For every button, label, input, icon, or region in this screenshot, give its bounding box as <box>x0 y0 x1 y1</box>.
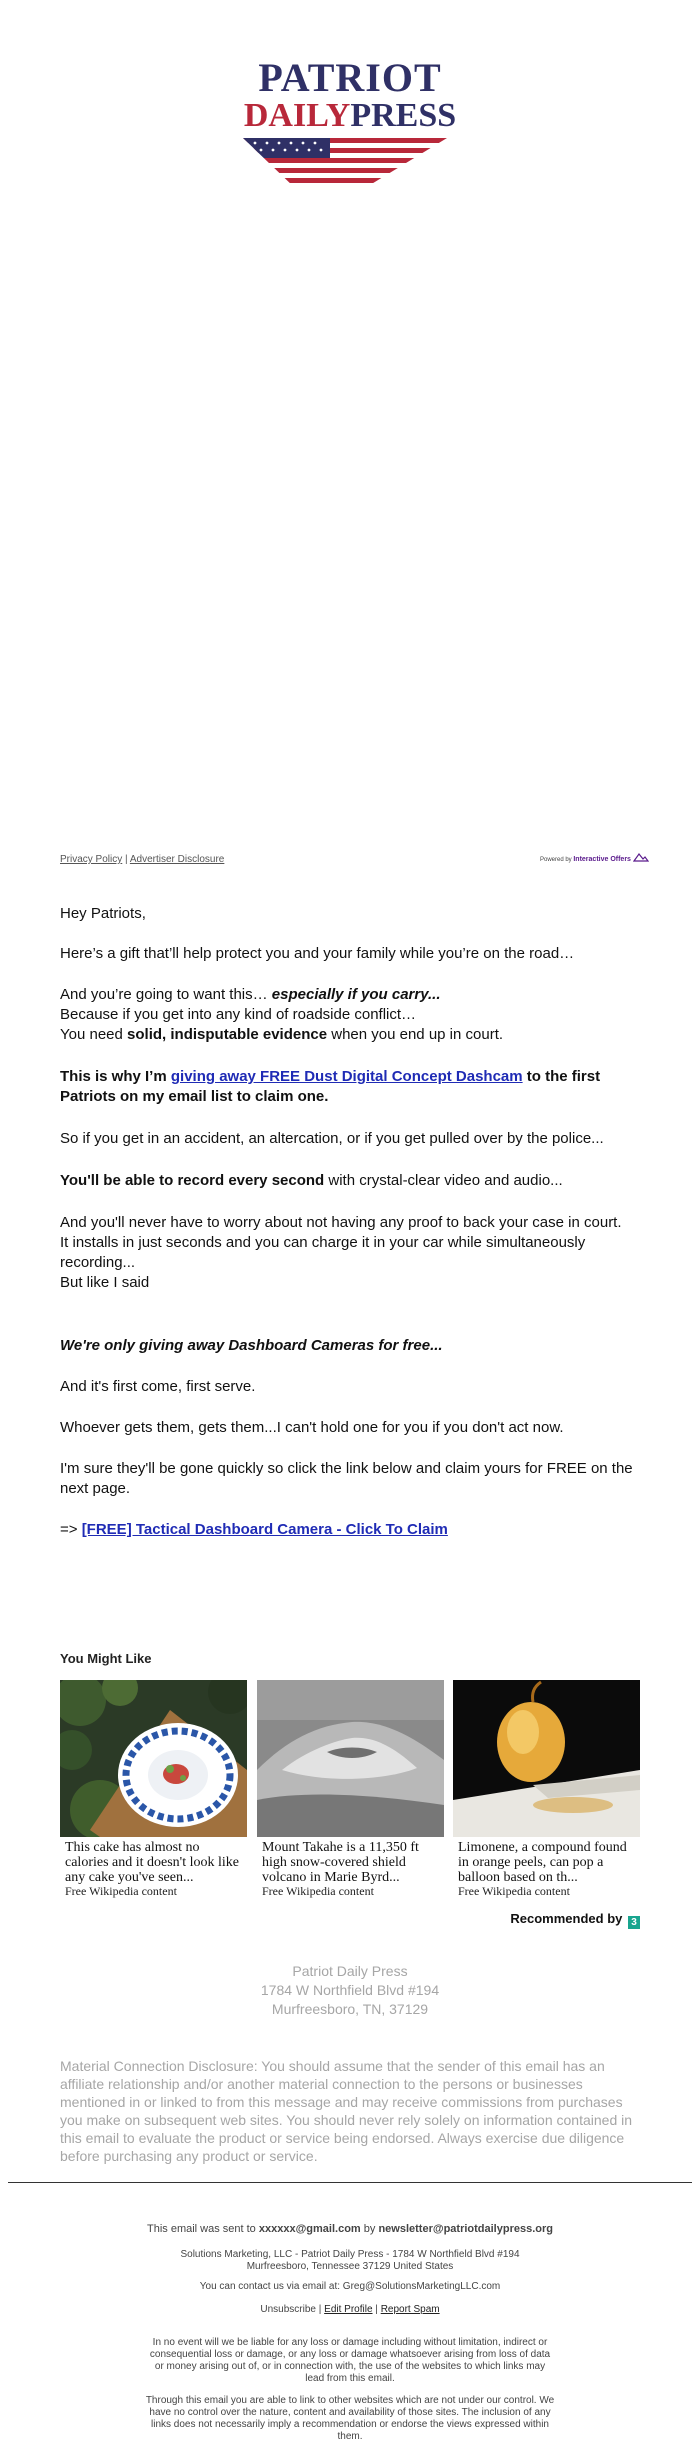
end-up-in-court-text: when you end up in court. <box>327 1026 504 1043</box>
you-might-like-heading: You Might Like <box>60 1651 152 1666</box>
logo-line-daily-press <box>225 96 475 136</box>
logo-line-patriot: PATRIOT <box>258 55 442 100</box>
want-this-text: And you’re going to want this… <box>60 986 272 1003</box>
recommended-by[interactable] <box>510 1911 640 1929</box>
recommendation-card-volcano[interactable] <box>257 1680 444 1899</box>
greeting: Hey Patriots, <box>60 905 146 922</box>
limonene-image <box>453 1680 640 1837</box>
external-links-notice: Through this email you are able to link to other websites which are not under our control. We have no control over the nature, content and availability of those sites. The inclusion of any links does not necessarily imply a recommendation or endorse the views expressed within them. <box>145 2395 555 2442</box>
card-source: Free Wikipedia content <box>65 1884 177 1898</box>
free-dashcam-link[interactable]: giving away FREE Dust Digital Concept Dashcam <box>170 1068 523 1085</box>
paragraph-proof <box>60 1213 645 1293</box>
paragraph-gift: Here’s a gift that’ll help protect you and your family while you’re on the road… <box>60 945 575 962</box>
company-address <box>0 2249 700 2273</box>
paragraph-act-now: Whoever gets them, gets them...I can't hold one for you if you don't act now. <box>60 1419 564 1436</box>
paragraph-giving-away <box>60 1067 645 1107</box>
advertiser-disclosure-link[interactable]: Advertiser Disclosure <box>129 854 225 865</box>
you-need-text: You need <box>60 1026 128 1043</box>
contact-line: You can contact us via email at: Greg@SolutionsMarketingLLC.com <box>199 2281 501 2292</box>
flag-swoosh-icon <box>235 136 465 190</box>
sent-to-text: This email was sent to <box>146 2223 259 2235</box>
cta-arrow: => <box>60 1521 82 1538</box>
address-line1: 1784 W Northfield Blvd #194 <box>260 1982 440 1998</box>
solid-evidence-text: solid, indisputable evidence <box>127 1026 328 1043</box>
crystal-clear-text: with crystal-clear video and audio... <box>324 1172 563 1189</box>
logo-daily: DAILY <box>243 97 351 134</box>
postal-address <box>0 1962 700 2019</box>
logo-press: PRESS <box>350 97 457 134</box>
footer-actions <box>0 2304 700 2316</box>
edit-profile-link[interactable]: Edit Profile <box>324 2304 373 2315</box>
paragraph-first-come: And it's first come, first serve. <box>60 1378 256 1395</box>
paragraph-accident: So if you get in an accident, an altercation, or if you get pulled over by the police... <box>60 1130 604 1147</box>
claim-camera-link[interactable]: [FREE] Tactical Dashboard Camera - Click To Claim <box>81 1521 448 1538</box>
card-title: Mount Takahe is a 11,350 ft high snow-covered shield volcano in Marie Byrd... <box>262 1840 419 1885</box>
footer-separator: | <box>318 2304 322 2315</box>
giving-away-intro: This is why I’m <box>60 1068 171 1085</box>
interactive-offers-brand: Interactive Offers <box>573 856 631 863</box>
paragraph-claim-yours: I'm sure they'll be gone quickly so click the link below and claim yours for FREE on the next page. <box>60 1460 633 1497</box>
privacy-policy-link[interactable]: Privacy Policy <box>60 854 123 865</box>
especially-if-you-carry: especially if you carry... <box>271 986 441 1003</box>
card-title: This cake has almost no calories and it doesn't look like any cake you've seen... <box>65 1840 239 1885</box>
outbrain-badge-icon: 3 <box>628 1916 640 1929</box>
cta-line <box>60 1520 645 1540</box>
address-name: Patriot Daily Press <box>292 1963 408 1979</box>
recommendation-card-limonene[interactable] <box>453 1680 640 1899</box>
giving-away-outro: to the first Patriots on my email list to claim one. <box>60 1068 601 1105</box>
recommended-by-label: Recommended by <box>510 1911 623 1926</box>
paragraph-record <box>60 1171 645 1191</box>
interactive-offers-logo-icon <box>633 853 649 862</box>
card-source: Free Wikipedia content <box>262 1884 374 1898</box>
recipient-email: xxxxxx@gmail.com <box>258 2223 361 2235</box>
powered-by-label: Powered by <box>540 857 572 863</box>
patriot-daily-press-logo <box>225 55 475 190</box>
footer-divider <box>8 2182 692 2183</box>
never-worry-text: And you'll never have to worry about not having any proof to back your case in court. <box>60 1214 622 1231</box>
report-spam-link[interactable]: Report Spam <box>380 2304 440 2315</box>
sent-to-line <box>0 2223 700 2235</box>
sent-by-text: by <box>360 2223 379 2235</box>
company-line2: Murfreesboro, Tennessee 37129 United States <box>246 2261 454 2272</box>
but-like-i-said-text: But like I said <box>60 1274 150 1291</box>
paragraph-only-giving-away: We're only giving away Dashboard Cameras for free... <box>60 1337 443 1354</box>
sender-email: newsletter@patriotdailypress.org <box>378 2223 553 2235</box>
unsubscribe-link[interactable]: Unsubscribe <box>260 2304 316 2315</box>
company-line1: Solutions Marketing, LLC - Patriot Daily Press - 1784 W Northfield Blvd #194 <box>180 2249 520 2260</box>
installs-text: It installs in just seconds and you can charge it in your car while simultaneously recording... <box>60 1234 586 1271</box>
powered-by-interactive-offers[interactable] <box>540 853 649 863</box>
top-links <box>60 854 224 865</box>
paragraph-want-this <box>60 985 645 1045</box>
material-connection-disclosure: Material Connection Disclosure: You should assume that the sender of this email has an affiliate relationship and/or another material connection to the persons or businesses mentioned in or linked to from this message and may receive commissions from purchases you make on subsequent web sites. You should never rely solely on information contained in this email to evaluate the product or service being endorsed. Always exercise due diligence before purchasing any product or service. <box>60 2058 633 2164</box>
record-every-second-text: You'll be able to record every second <box>60 1172 325 1189</box>
liability-notice: In no event will we be liable for any loss or damage including without limitation, indirect or consequential loss or damage, or any loss or damage whatsoever arising from loss of data or money arising out of, or in connection with, the use of the websites to which links may lead from this email. <box>149 2337 551 2384</box>
volcano-image <box>257 1680 444 1837</box>
roadside-conflict-text: Because if you get into any kind of roadside conflict… <box>60 1006 417 1023</box>
address-line2: Murfreesboro, TN, 37129 <box>271 2001 429 2017</box>
link-separator: | <box>125 854 128 865</box>
footer-separator: | <box>375 2304 378 2315</box>
card-title: Limonene, a compound found in orange peels, can pop a balloon based on th... <box>458 1840 627 1885</box>
cake-image <box>60 1680 247 1837</box>
card-source: Free Wikipedia content <box>458 1884 570 1898</box>
recommendation-card-cake[interactable] <box>60 1680 247 1899</box>
